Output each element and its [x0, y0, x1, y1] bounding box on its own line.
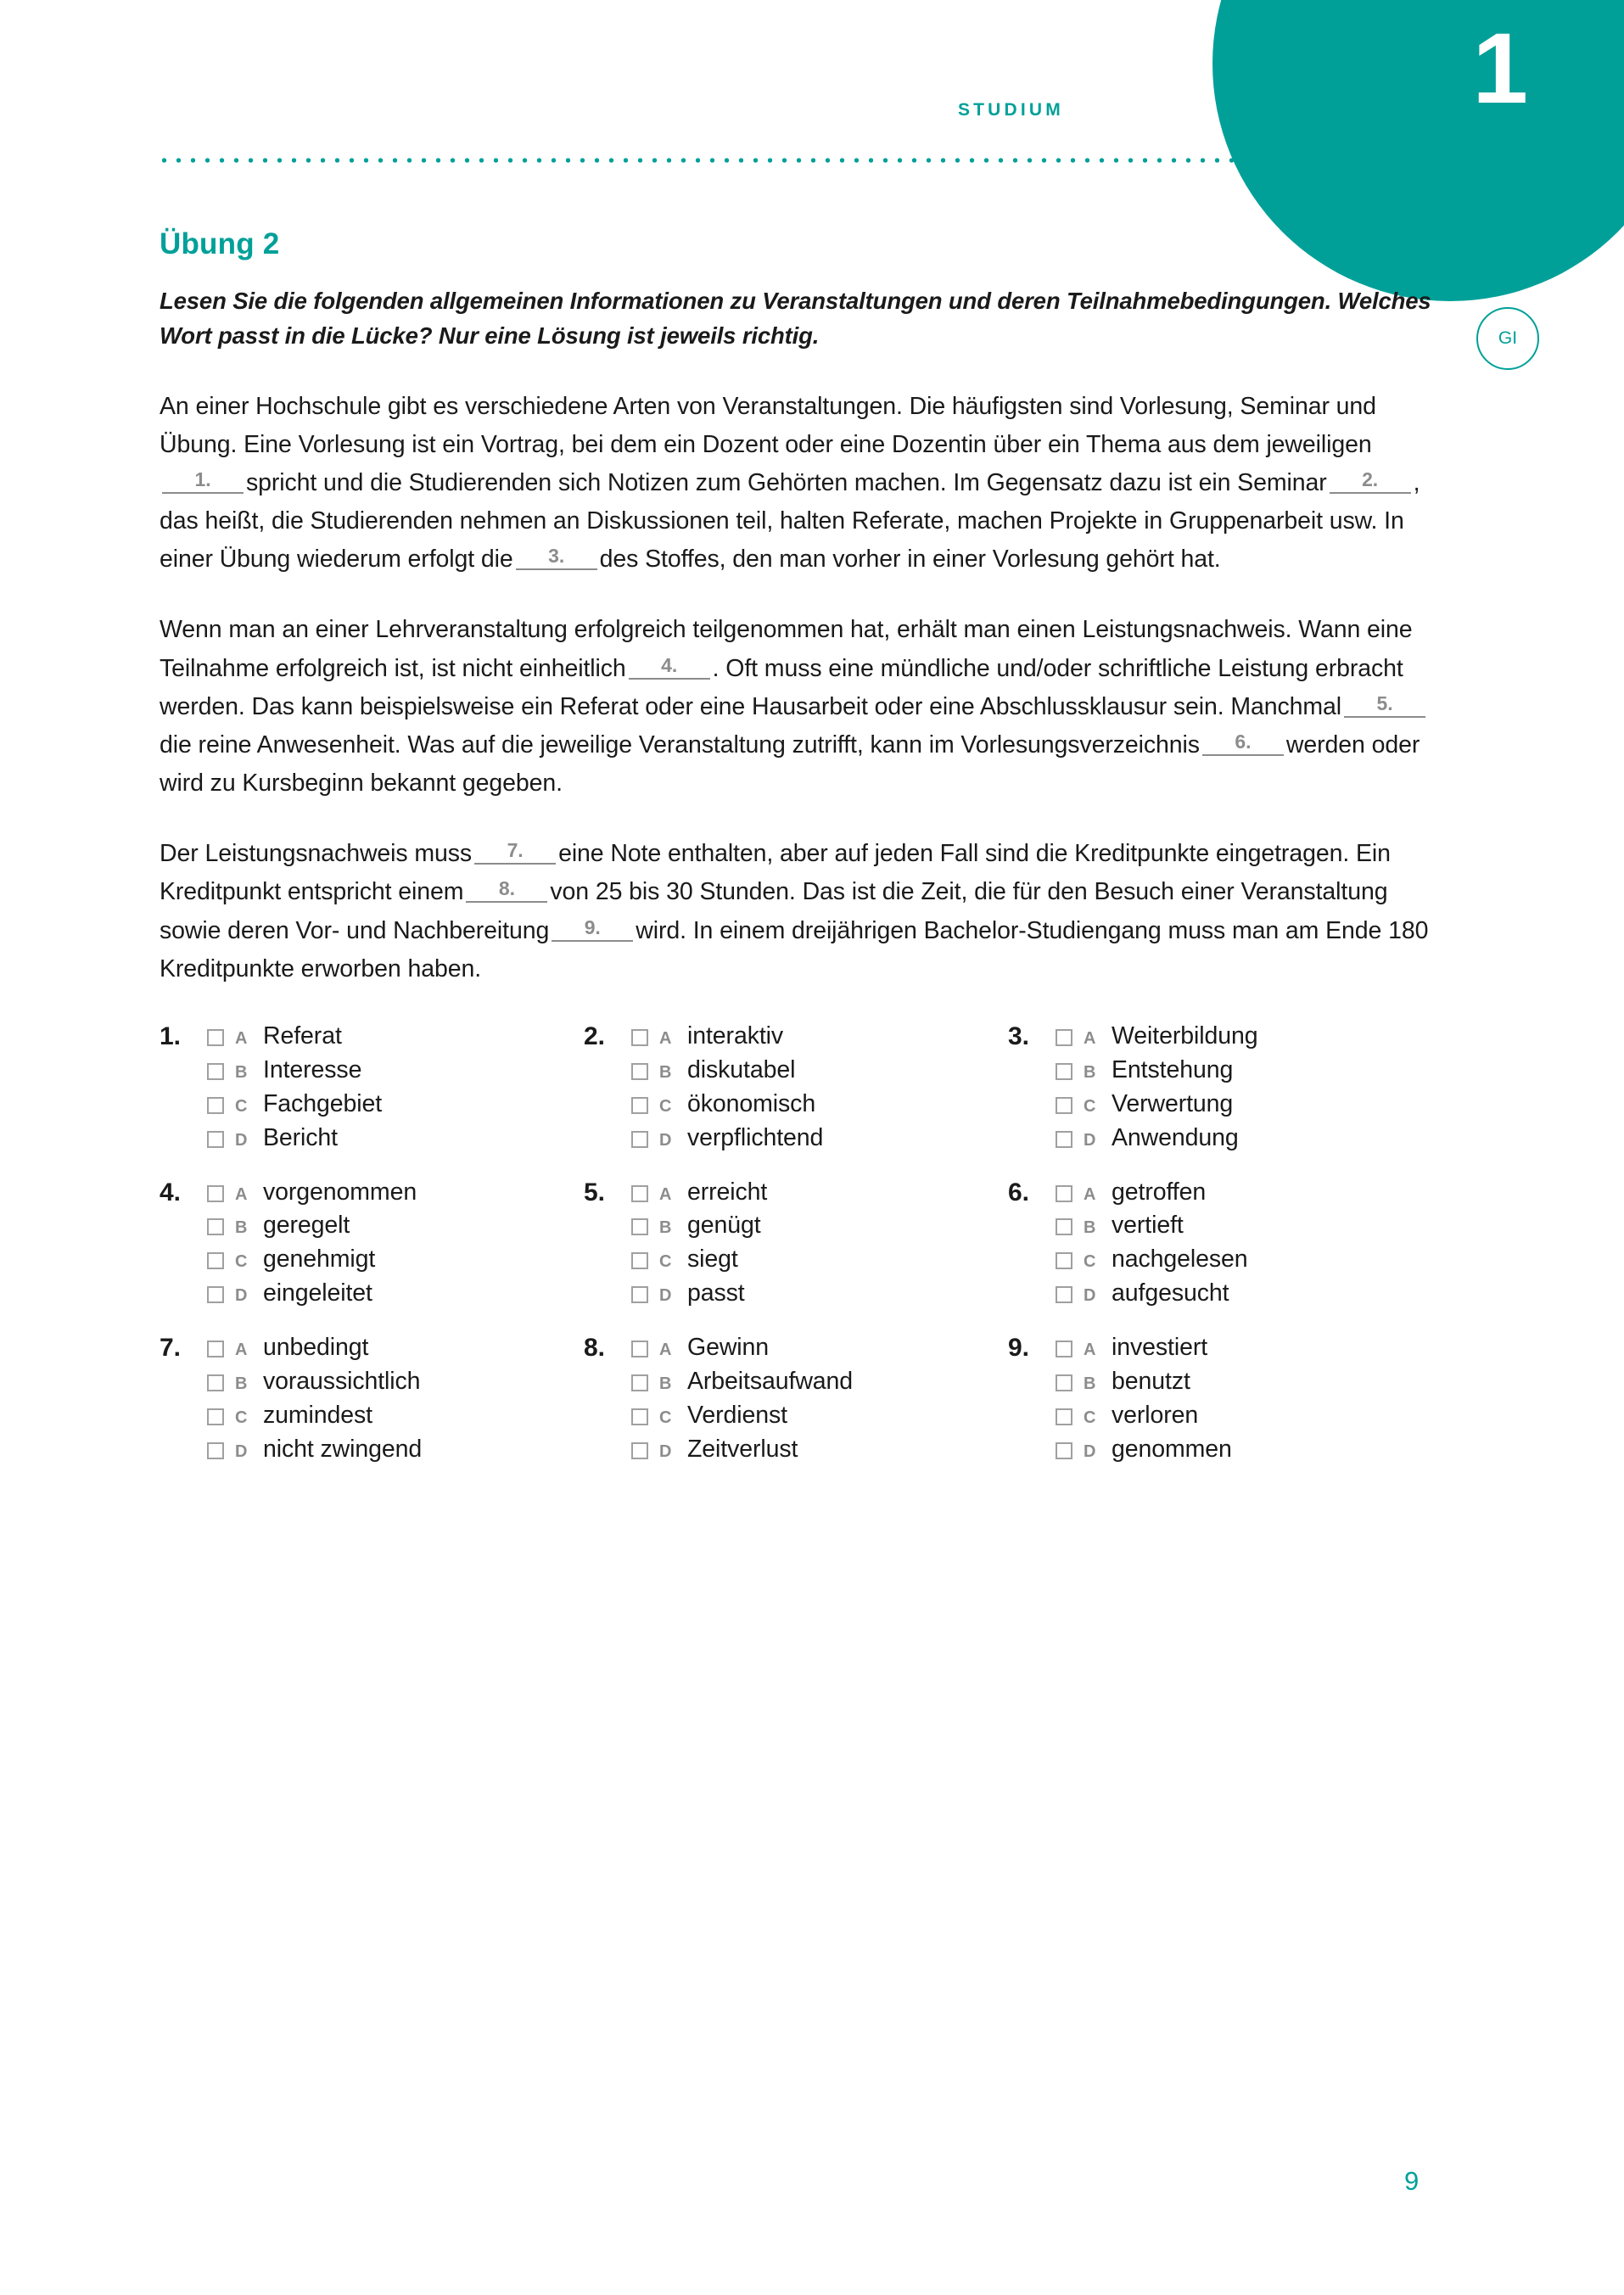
option-text: genehmigt — [263, 1245, 376, 1273]
option-letter: D — [1084, 1130, 1096, 1150]
badge-testdaf-line1: Test — [1491, 238, 1525, 259]
option-letter: B — [235, 1374, 248, 1394]
option-checkbox[interactable] — [631, 1408, 648, 1425]
option-letter: D — [235, 1286, 248, 1306]
option-text: Fachgebiet — [263, 1089, 383, 1117]
option-letter: A — [235, 1028, 248, 1048]
option-text: eingeleitet — [263, 1279, 372, 1307]
option-row[interactable] — [631, 1332, 1008, 1363]
option-checkbox[interactable] — [631, 1029, 648, 1046]
option-text: Verdienst — [687, 1401, 787, 1429]
option-checkbox[interactable] — [631, 1252, 648, 1269]
option-checkbox[interactable] — [207, 1442, 224, 1459]
gap-marker-5[interactable]: 5. — [1344, 694, 1425, 718]
option-text: getroffen — [1112, 1178, 1207, 1206]
answer-options-grid — [160, 1021, 1436, 1468]
passage-text: des Stoffes, den man vorher in einer Vorlesung gehört hat. — [599, 546, 1221, 574]
option-checkbox[interactable] — [207, 1218, 224, 1235]
option-text: vorgenommen — [263, 1178, 417, 1206]
option-row[interactable] — [631, 1434, 1008, 1465]
option-letter: B — [235, 1062, 248, 1082]
question-block — [160, 1177, 584, 1313]
option-checkbox[interactable] — [207, 1341, 224, 1357]
option-text: Interesse — [263, 1055, 362, 1083]
option-checkbox[interactable] — [631, 1341, 648, 1357]
option-text: Weiterbildung — [1112, 1022, 1258, 1050]
passage-text: von 25 bis 30 Stunden. Das ist die Zeit, die für den Besuch einer Veranstaltung sowie deren Vor- und Nachbereitung — [160, 878, 1388, 944]
option-checkbox[interactable] — [207, 1029, 224, 1046]
option-list — [1056, 1332, 1432, 1468]
option-letter: A — [659, 1184, 672, 1204]
option-row[interactable] — [631, 1366, 1008, 1397]
option-row[interactable] — [631, 1210, 1008, 1241]
option-letter: B — [659, 1062, 672, 1082]
option-list — [1056, 1021, 1432, 1156]
option-checkbox[interactable] — [1056, 1374, 1072, 1391]
option-checkbox[interactable] — [631, 1185, 648, 1202]
option-letter: D — [1084, 1286, 1096, 1306]
passage-paragraph-2 — [160, 611, 1436, 803]
option-text: nachgelesen — [1112, 1245, 1248, 1273]
question-number: 9. — [1008, 1334, 1030, 1363]
option-checkbox[interactable] — [1056, 1218, 1072, 1235]
option-letter: B — [1084, 1374, 1096, 1394]
option-checkbox[interactable] — [207, 1408, 224, 1425]
passage-text: die reine Anwesenheit. Was auf die jeweilige Veranstaltung zutrifft, kann im Vorlesungsverzeichnis — [160, 730, 1200, 758]
option-row[interactable] — [207, 1400, 584, 1431]
option-checkbox[interactable] — [207, 1286, 224, 1303]
option-text: passt — [687, 1279, 745, 1307]
option-letter: B — [1084, 1218, 1096, 1238]
option-letter: C — [1084, 1408, 1096, 1427]
option-text: ökonomisch — [687, 1089, 816, 1117]
option-row[interactable] — [1056, 1055, 1432, 1086]
exercise-title: Übung 2 — [160, 227, 280, 260]
option-row[interactable] — [207, 1089, 584, 1120]
option-checkbox[interactable] — [631, 1286, 648, 1303]
option-text: diskutabel — [687, 1055, 796, 1083]
question-number: 4. — [160, 1178, 182, 1206]
option-text: genommen — [1112, 1435, 1232, 1463]
option-text: erreicht — [687, 1178, 768, 1206]
gap-marker-8[interactable]: 8. — [466, 879, 547, 903]
option-letter: C — [659, 1252, 672, 1272]
option-text: verpflichtend — [687, 1123, 824, 1151]
option-row[interactable] — [207, 1122, 584, 1154]
option-checkbox[interactable] — [1056, 1286, 1072, 1303]
question-number: 7. — [160, 1334, 182, 1363]
question-number: 8. — [584, 1334, 606, 1363]
option-letter: D — [235, 1441, 248, 1461]
option-row[interactable] — [1056, 1332, 1432, 1363]
option-row[interactable] — [631, 1244, 1008, 1275]
badge-list — [1476, 227, 1539, 387]
gap-marker-3[interactable]: 3. — [516, 546, 597, 570]
option-letter: B — [659, 1374, 672, 1394]
option-text: zumindest — [263, 1401, 372, 1429]
option-row[interactable] — [207, 1177, 584, 1208]
option-text: siegt — [687, 1245, 738, 1273]
option-text: investiert — [1112, 1334, 1208, 1362]
option-text: vertieft — [1112, 1212, 1184, 1240]
passage-paragraph-3 — [160, 835, 1436, 988]
option-letter: D — [659, 1130, 672, 1150]
option-text: Gewinn — [687, 1334, 770, 1362]
option-letter: A — [659, 1341, 672, 1360]
option-letter: A — [1084, 1184, 1096, 1204]
option-text: unbedingt — [263, 1334, 369, 1362]
option-row[interactable] — [207, 1021, 584, 1052]
passage-text: eine Note enthalten, aber auf jeden Fall sind die Kreditpunkte eingetragen. Ein Kreditpunkt entspricht einem — [160, 840, 1391, 906]
option-row[interactable] — [207, 1210, 584, 1241]
option-letter: B — [1084, 1062, 1096, 1082]
option-row[interactable] — [631, 1021, 1008, 1052]
option-letter: C — [659, 1408, 672, 1427]
gap-marker-1[interactable]: 1. — [162, 470, 244, 494]
option-letter: C — [1084, 1096, 1096, 1116]
option-row[interactable] — [207, 1244, 584, 1275]
option-row[interactable] — [1056, 1021, 1432, 1052]
option-checkbox[interactable] — [631, 1063, 648, 1080]
option-row[interactable] — [1056, 1278, 1432, 1309]
option-checkbox[interactable] — [207, 1131, 224, 1148]
option-list — [207, 1177, 584, 1313]
option-row[interactable] — [631, 1122, 1008, 1154]
option-row[interactable] — [1056, 1089, 1432, 1120]
option-checkbox[interactable] — [631, 1374, 648, 1391]
option-text: Arbeitsaufwand — [687, 1368, 854, 1396]
option-text: genügt — [687, 1212, 761, 1240]
option-text: nicht zwingend — [263, 1435, 423, 1463]
option-checkbox[interactable] — [1056, 1029, 1072, 1046]
chapter-number: 1 — [1472, 13, 1526, 125]
option-text: Verwertung — [1112, 1089, 1234, 1117]
badge-testdaf — [1476, 227, 1539, 290]
badge-gi-line1: GI — [1498, 327, 1518, 348]
option-row[interactable] — [1056, 1210, 1432, 1241]
option-row[interactable] — [1056, 1122, 1432, 1154]
option-text: voraussichtlich — [263, 1368, 421, 1396]
gap-marker-7[interactable]: 7. — [474, 841, 556, 865]
passage-text: , das heißt, die Studierenden nehmen an Diskussionen teil, halten Referate, machen Projekte in Gruppenarbeit usw. In einer Übung wiederum erfolgt die — [160, 468, 1420, 574]
question-number: 2. — [584, 1022, 606, 1050]
option-text: benutzt — [1112, 1368, 1190, 1396]
option-letter: D — [235, 1130, 248, 1150]
question-number: 6. — [1008, 1178, 1030, 1206]
question-block — [160, 1332, 584, 1468]
option-row[interactable] — [1056, 1244, 1432, 1275]
option-row[interactable] — [631, 1400, 1008, 1431]
option-checkbox[interactable] — [1056, 1097, 1072, 1114]
option-text: Bericht — [263, 1123, 339, 1151]
option-list — [631, 1177, 1008, 1313]
question-block — [584, 1021, 1008, 1156]
option-letter: A — [235, 1184, 248, 1204]
option-letter: C — [1084, 1252, 1096, 1272]
option-row[interactable] — [207, 1434, 584, 1465]
passage-text: Der Leistungsnachweis muss — [160, 840, 473, 868]
gap-marker-9[interactable]: 9. — [552, 918, 633, 942]
option-checkbox[interactable] — [1056, 1063, 1072, 1080]
reading-passage — [160, 388, 1436, 988]
option-letter: D — [659, 1286, 672, 1306]
option-checkbox[interactable] — [1056, 1341, 1072, 1357]
option-letter: D — [659, 1441, 672, 1461]
option-checkbox[interactable] — [1056, 1131, 1072, 1148]
question-block — [1008, 1332, 1432, 1468]
option-row[interactable] — [1056, 1366, 1432, 1397]
option-letter: B — [235, 1218, 248, 1238]
option-letter: C — [659, 1096, 672, 1116]
passage-text: Wenn man an einer Lehrveranstaltung erfolgreich teilgenommen hat, erhält man einen Leistungsnachweis. Wann eine Teilnahme erfolgreich ist, ist nicht einheitlich — [160, 616, 1413, 682]
option-list — [631, 1332, 1008, 1468]
option-text: interaktiv — [687, 1022, 784, 1050]
option-text: Anwendung — [1112, 1123, 1239, 1151]
option-checkbox[interactable] — [1056, 1442, 1072, 1459]
option-row[interactable] — [207, 1366, 584, 1397]
badge-testdaf-line2: DaF — [1491, 258, 1525, 277]
option-row[interactable] — [1056, 1177, 1432, 1208]
option-row[interactable] — [631, 1089, 1008, 1120]
option-text: Zeitverlust — [687, 1435, 798, 1463]
option-row[interactable] — [631, 1055, 1008, 1086]
option-row[interactable] — [207, 1332, 584, 1363]
option-letter: C — [235, 1408, 248, 1427]
option-row[interactable] — [631, 1177, 1008, 1208]
option-row[interactable] — [207, 1278, 584, 1309]
question-block — [1008, 1177, 1432, 1313]
page-number: 9 — [1404, 2166, 1420, 2196]
question-block — [584, 1332, 1008, 1468]
running-head: STUDIUM — [957, 100, 1064, 120]
option-row[interactable] — [631, 1278, 1008, 1309]
option-letter: B — [659, 1218, 672, 1238]
option-text: verloren — [1112, 1401, 1199, 1429]
option-checkbox[interactable] — [631, 1442, 648, 1459]
option-checkbox[interactable] — [207, 1185, 224, 1202]
passage-text: . Oft muss eine mündliche und/oder schriftliche Leistung erbracht werden. Das kann beispielsweise ein Referat oder eine Hausarbeit oder eine Abschlussklausur sein. Manchmal — [160, 654, 1403, 720]
gap-marker-6[interactable]: 6. — [1202, 732, 1284, 756]
option-checkbox[interactable] — [1056, 1252, 1072, 1269]
option-list — [207, 1021, 584, 1156]
option-row[interactable] — [207, 1055, 584, 1086]
exercise-content — [160, 227, 1436, 1468]
option-checkbox[interactable] — [207, 1374, 224, 1391]
option-list — [1056, 1177, 1432, 1313]
passage-text: wird. In einem dreijährigen Bachelor-Studiengang muss man am Ende 180 Kreditpunkte erworben haben. — [160, 916, 1429, 982]
option-checkbox[interactable] — [207, 1252, 224, 1269]
gap-marker-4[interactable]: 4. — [629, 656, 710, 680]
option-row[interactable] — [1056, 1434, 1432, 1465]
option-checkbox[interactable] — [207, 1063, 224, 1080]
option-letter: A — [235, 1341, 248, 1360]
question-number: 3. — [1008, 1022, 1030, 1050]
question-block — [584, 1177, 1008, 1313]
option-checkbox[interactable] — [1056, 1408, 1072, 1425]
question-block — [160, 1021, 584, 1156]
option-list — [631, 1021, 1008, 1156]
option-list — [207, 1332, 584, 1468]
question-number: 1. — [160, 1022, 182, 1050]
option-letter: A — [659, 1028, 672, 1048]
exercise-instruction: Lesen Sie die folgenden allgemeinen Informationen zu Veranstaltungen und deren Teilnahmebedingungen. Welches Wort passt in die Lücke? Nur eine Lösung ist jeweils richtig. — [160, 288, 1431, 350]
passage-text: spricht und die Studierenden sich Notizen zum Gehörten machen. Im Gegensatz dazu ist ein Seminar — [246, 468, 1327, 496]
dotted-divider — [157, 158, 1328, 163]
option-letter: A — [1084, 1341, 1096, 1360]
option-letter: D — [1084, 1441, 1096, 1461]
question-number: 5. — [584, 1178, 606, 1206]
option-text: Entstehung — [1112, 1055, 1234, 1083]
option-checkbox[interactable] — [631, 1097, 648, 1114]
badge-gi — [1476, 307, 1539, 370]
option-checkbox[interactable] — [207, 1097, 224, 1114]
option-checkbox[interactable] — [1056, 1185, 1072, 1202]
option-text: aufgesucht — [1112, 1279, 1229, 1307]
gap-marker-2[interactable]: 2. — [1330, 470, 1411, 494]
option-row[interactable] — [1056, 1400, 1432, 1431]
passage-text: An einer Hochschule gibt es verschiedene Arten von Veranstaltungen. Die häufigsten sind Vorlesung, Seminar und Übung. Eine Vorlesung ist ein Vortrag, bei dem ein Dozent oder eine Dozentin über ein Thema aus dem jeweiligen — [160, 392, 1376, 458]
option-letter: A — [1084, 1028, 1096, 1048]
question-block — [1008, 1021, 1432, 1156]
option-letter: C — [235, 1096, 248, 1116]
option-checkbox[interactable] — [631, 1131, 648, 1148]
option-text: Referat — [263, 1022, 342, 1050]
option-letter: C — [235, 1252, 248, 1272]
passage-text: werden oder wird zu Kursbeginn bekannt gegeben. — [160, 730, 1420, 798]
option-checkbox[interactable] — [631, 1218, 648, 1235]
option-text: geregelt — [263, 1212, 350, 1240]
passage-paragraph-1 — [160, 388, 1436, 579]
